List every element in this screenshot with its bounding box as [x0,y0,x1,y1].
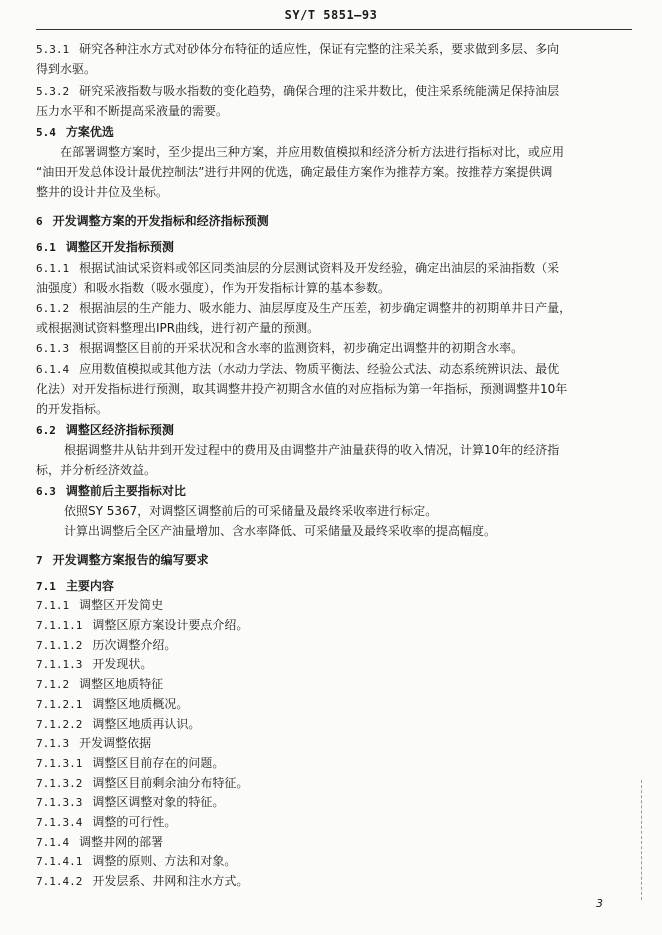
clause-number: 6.2 [36,424,56,437]
p-5-3-1 [36,41,636,58]
clause-number: 5.3.2 [36,85,70,98]
clause-number: 7.1.3.2 [36,777,83,790]
item-7-1-1-2 [36,637,636,654]
clause-text: 调整区地质概况。 [92,697,189,711]
clause-number: 6.3 [36,485,56,498]
p-6-1-1-cont [36,280,636,296]
item-7-1-3 [36,735,636,752]
heading-6 [36,213,636,230]
clause-text: 化法）对开发指标进行预测，取其调整井投产初期含水值的对应指标为第一年指标，预测调整井10年 [36,382,568,396]
heading-text: 调整区经济指标预测 [65,423,174,437]
clause-number: 7.1.2 [36,678,70,691]
p-6-2-a [64,442,662,458]
clause-text: 调整区目前存在的问题。 [92,756,225,770]
clause-number: 7.1.1.1 [36,619,83,632]
item-7-1-1-3 [36,656,636,673]
clause-number: 7.1.1.2 [36,639,83,652]
item-7-1-3-1 [36,755,636,772]
standard-code-header: SY/T 5851—93 [284,8,378,22]
p-6-3-b [64,523,662,539]
clause-text: 历次调整介绍。 [92,638,177,652]
item-7-1-3-2 [36,775,636,792]
p-5-4-a [60,144,660,160]
clause-number: 6 [36,215,43,228]
clause-text: 根据试油试采资料或邻区同类油层的分层测试资料及开发经验，确定出油层的采油指数（采 [79,261,560,275]
clause-text: 或根据测试资料整理出IPR曲线，进行初产量的预测。 [36,321,320,335]
clause-text: 计算出调整后全区产油量增加、含水率降低、可采储量及最终采收率的提高幅度。 [64,524,497,538]
clause-text: 开发调整依据 [79,736,152,750]
p-6-1-4 [36,361,636,378]
clause-number: 6.1 [36,241,56,254]
item-7-1-2-2 [36,716,636,733]
clause-text: 油强度）和吸水指数（吸水强度），作为开发指标计算的基本参数。 [36,281,391,295]
item-7-1-2-1 [36,696,636,713]
clause-number: 6.1.3 [36,342,70,355]
item-7-1-2 [36,676,636,693]
p-6-1-4-cont1 [36,381,636,397]
clause-number: 6.1.2 [36,302,70,315]
clause-text: 调整区地质特征 [79,677,164,691]
clause-text: 得到水驱。 [36,62,97,76]
clause-text: 开发层系、井网和注水方式。 [92,874,249,888]
p-6-1-1 [36,260,636,277]
heading-7-1 [36,578,636,595]
clause-number: 7 [36,554,43,567]
p-6-1-2 [36,300,636,317]
clause-number: 7.1.1 [36,599,70,612]
item-7-1-4 [36,834,636,851]
heading-text: 方案优选 [65,125,114,139]
clause-text: 调整井网的部署 [79,835,164,849]
item-7-1-1 [36,597,636,614]
clause-number: 7.1.4.2 [36,875,83,888]
clause-text: 应用数值模拟或其他方法（水动力学法、物质平衡法、经验公式法、动态系统辨识法、最优 [79,362,560,376]
clause-text: 根据调整区目前的开采状况和含水率的监测资料，初步确定出调整井的初期含水率。 [79,341,524,355]
item-7-1-1-1 [36,617,636,634]
clause-number: 7.1.2.1 [36,698,83,711]
heading-text: 开发调整方案报告的编写要求 [52,553,209,567]
heading-6-1 [36,239,636,256]
clause-text: 标，并分析经济效益。 [36,463,157,477]
p-5-3-2 [36,83,636,100]
clause-text: 调整区调整对象的特征。 [92,795,225,809]
clause-number: 7.1.3 [36,737,70,750]
clause-text: 调整的可行性。 [92,815,177,829]
page-number: 3 [596,897,603,910]
clause-number: 7.1.4.1 [36,855,83,868]
clause-text: 根据油层的生产能力、吸水能力、油层厚度及生产压差，初步确定调整井的初期单井日产量， [79,301,572,315]
item-7-1-4-1 [36,853,636,870]
p-5-3-2-cont [36,103,636,119]
heading-6-2 [36,422,636,439]
heading-text: 主要内容 [65,579,114,593]
clause-text: 压力水平和不断提高采液量的需要。 [36,104,229,118]
clause-text: 根据调整井从钻井到开发过程中的费用及由调整井产油量获得的收入情况，计算10年的经济指 [64,443,560,457]
scan-edge-line [641,780,643,900]
heading-7 [36,552,636,569]
clause-text: 调整区目前剩余油分布特征。 [92,776,249,790]
clause-number: 6.1.4 [36,363,70,376]
p-6-1-4-cont2 [36,401,636,417]
clause-number: 7.1.4 [36,836,70,849]
clause-text: 开发现状。 [92,657,153,671]
clause-text: 的开发指标。 [36,402,109,416]
clause-number: 6.1.1 [36,262,70,275]
clause-number: 5.3.1 [36,43,70,56]
item-7-1-4-2 [36,873,636,890]
clause-text: 调整区开发简史 [79,598,164,612]
p-6-1-3 [36,340,636,357]
p-6-3-a [64,503,662,519]
clause-text: “油田开发总体设计最优控制法”进行井网的优选，确定最佳方案作为推荐方案。按推荐方案提供调 [36,165,553,179]
clause-number: 5.4 [36,126,56,139]
clause-number: 7.1.3.4 [36,816,83,829]
p-5-4-c [36,184,636,200]
item-7-1-3-3 [36,794,636,811]
item-7-1-3-4 [36,814,636,831]
clause-text: 调整的原则、方法和对象。 [92,854,237,868]
heading-6-3 [36,483,636,500]
p-6-2-b [36,462,636,478]
clause-text: 整井的设计井位及坐标。 [36,185,169,199]
p-5-4-b [36,164,636,180]
clause-number: 7.1.3.1 [36,757,83,770]
clause-number: 7.1 [36,580,56,593]
clause-text: 调整区原方案设计要点介绍。 [92,618,249,632]
clause-text: 在部署调整方案时，至少提出三种方案，并应用数值模拟和经济分析方法进行指标对比，或应用 [60,145,565,159]
header-rule [36,29,632,30]
p-5-3-1-cont [36,61,636,77]
p-6-1-2-cont [36,320,636,336]
clause-text: 研究采液指数与吸水指数的变化趋势，确保合理的注采井数比，使注采系统能满足保持油层 [79,84,560,98]
clause-text: 调整区地质再认识。 [92,717,201,731]
clause-number: 7.1.3.3 [36,796,83,809]
clause-text: 研究各种注水方式对砂体分布特征的适应性，保证有完整的注采关系，要求做到多层、多向 [79,42,560,56]
heading-text: 开发调整方案的开发指标和经济指标预测 [52,214,269,228]
heading-text: 调整前后主要指标对比 [65,484,186,498]
heading-text: 调整区开发指标预测 [65,240,174,254]
clause-number: 7.1.1.3 [36,658,83,671]
clause-text: 依照SY 5367，对调整区调整前后的可采储量及最终采收率进行标定。 [64,504,438,518]
heading-5-4 [36,124,636,141]
clause-number: 7.1.2.2 [36,718,83,731]
